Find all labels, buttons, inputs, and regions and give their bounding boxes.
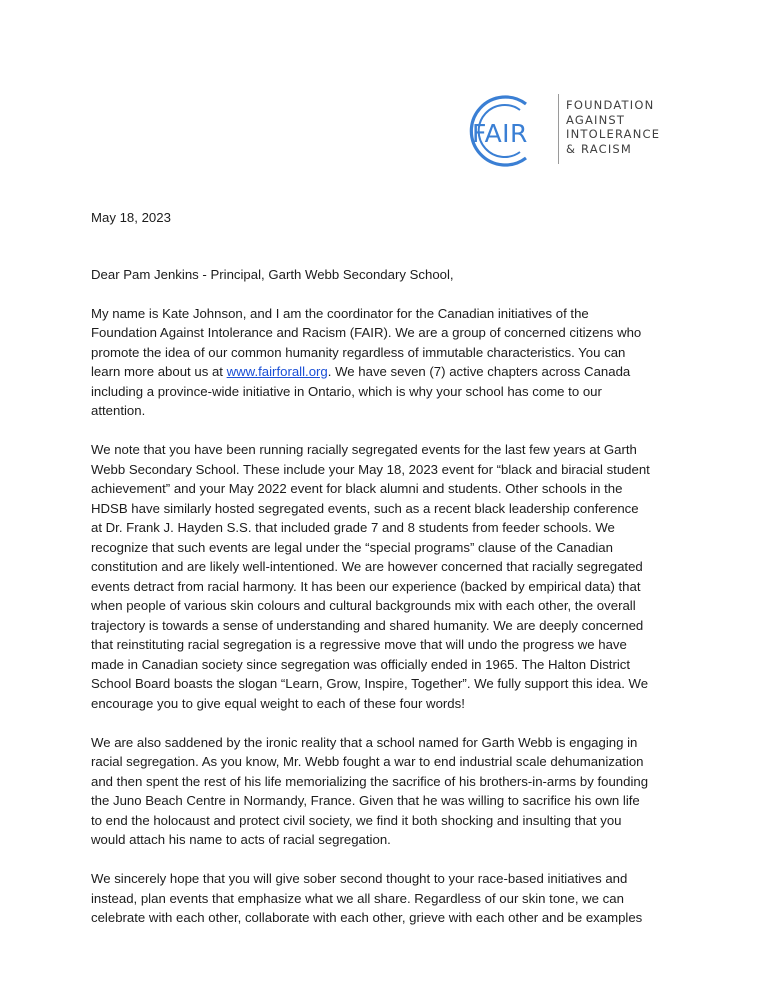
text-line: to end the holocaust and protect civil society, we find it both shocking and insulting that you [91, 812, 622, 828]
text-line [91, 362, 691, 382]
text-fragment: . We have seven (7) active chapters across Canada [327, 364, 631, 379]
fair-logo [460, 92, 690, 170]
text-line: trajectory is towards a sense of understanding and shared humanity. We are deeply concerned [91, 617, 644, 633]
text-line: celebrate with each other, collaborate with each other, grieve with each other and be examples [91, 910, 643, 925]
text-line: would attach his name to acts of racial segregation. [91, 832, 391, 847]
fair-logo-mark [460, 92, 552, 170]
text-line: We sincerely hope that you will give sober second thought to your race-based initiatives and [91, 871, 628, 886]
salutation: Dear Pam Jenkins - Principal, Garth Webb Secondary School, [91, 266, 454, 282]
text-line: that reinstituting racial segregation is a regressive move that will undo the progress we have [91, 637, 627, 652]
letter-body [91, 208, 691, 947]
text-line: the Juno Beach Centre in Normandy, France. Given that he was willing to sacrifice his own life [91, 793, 640, 808]
text-line: Foundation Against Intolerance and Racism (FAIR). We are a group of concerned citizens who [91, 325, 642, 340]
paragraph-garth-webb [91, 733, 691, 850]
text-line: and then spent the rest of his life memorializing the sacrifice of his brothers-in-arms by founding [91, 773, 649, 789]
text-line: encourage you to give equal weight to each of these four words! [91, 695, 465, 711]
paragraph-intro [91, 304, 691, 421]
text-line: Webb Secondary School. These include your May 18, 2023 event for “black and biracial student [91, 461, 650, 477]
text-line: My name is Kate Johnson, and I am the coordinator for the Canadian initiatives of the [91, 305, 589, 321]
logo-divider [558, 94, 559, 164]
org-name-line: & RACISM [566, 141, 633, 156]
text-line: We note that you have been running racially segregated events for the last few years at Garth [91, 442, 637, 457]
org-name-line: AGAINST [566, 112, 626, 127]
text-fragment: learn more about us at [91, 364, 227, 379]
text-line: constitution and are likely well-intentioned. We are however concerned that racially segregated [91, 559, 643, 574]
org-name [566, 98, 690, 156]
website-link[interactable]: www.fairforall.org [226, 364, 328, 379]
text-line: attention. [91, 403, 146, 418]
org-name-line: INTOLERANCE [566, 127, 661, 141]
text-line: achievement” and your May 2022 event for black alumni and students. Other schools in the [91, 481, 623, 496]
letter-date: May 18, 2023 [91, 210, 171, 225]
text-line: when people of various skin colours and cultural backgrounds mix with each other, the overall [91, 598, 636, 613]
text-line: racial segregation. As you know, Mr. Webb fought a war to end industrial scale dehumanization [91, 754, 644, 769]
text-line: made in Canadian society since segregation was officially ended in 1965. The Halton District [91, 656, 631, 672]
paragraph-closing-request [91, 869, 691, 928]
text-line: including a province-wide initiative in Ontario, which is why your school has come to our [91, 383, 602, 399]
text-line: at Dr. Frank J. Hayden S.S. that included grade 7 and 8 students from feeder schools. We [91, 520, 615, 535]
text-line: recognize that such events are legal under the “special programs” clause of the Canadian [91, 539, 613, 555]
text-line: promote the idea of our common humanity regardless of immutable characteristics. You can [91, 344, 626, 360]
fair-logo-text: FAIR [472, 119, 528, 148]
text-line: We are also saddened by the ironic reality that a school named for Garth Webb is engaging in [91, 734, 638, 750]
text-line: instead, plan events that emphasize what we all share. Regardless of our skin tone, we can [91, 890, 624, 906]
text-line: events detract from racial harmony. It has been our experience (backed by empirical data) that [91, 578, 641, 594]
text-line: School Board boasts the slogan “Learn, Grow, Inspire, Together”. We fully support this idea. We [91, 676, 649, 691]
paragraph-segregated-events [91, 440, 691, 713]
org-name-line: FOUNDATION [566, 98, 655, 112]
text-line: HDSB have similarly hosted segregated events, such as a recent black leadership conference [91, 500, 639, 516]
